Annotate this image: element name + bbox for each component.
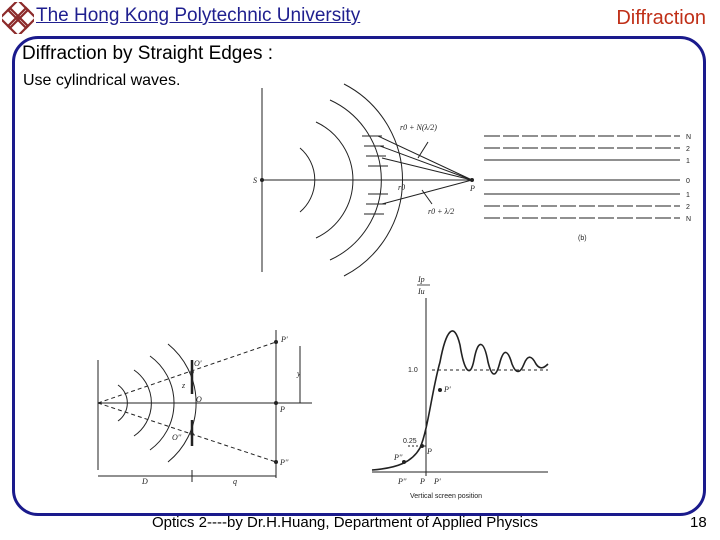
y-axis-label-den: Iu: [418, 287, 425, 296]
label-o-prime: O': [194, 359, 202, 368]
point-label-top: P: [470, 184, 475, 193]
point-p-double-prime: [274, 460, 278, 464]
ray-upper: [98, 342, 276, 403]
zone-label: 2: [686, 204, 690, 211]
slide-heading: Diffraction by Straight Edges :: [22, 43, 273, 64]
zone-label: 1: [686, 158, 690, 165]
x-axis-label: Vertical screen position: [410, 493, 482, 500]
label-p-prime: P': [281, 335, 288, 344]
source-label: S: [253, 176, 257, 185]
point-o-double-prime: [190, 432, 194, 436]
curve-point-p-double-prime: [402, 460, 406, 464]
point-o-prime: [190, 370, 194, 374]
curve-point-p-prime: [438, 388, 442, 392]
label-arrow-top: [418, 142, 428, 158]
zone-label: 1: [686, 192, 690, 199]
university-title[interactable]: The Hong Kong Polytechnic University: [36, 5, 361, 26]
ray-bottom-1: [382, 180, 472, 204]
source-point: [260, 178, 264, 182]
y-axis-label-num: Ip: [418, 275, 425, 284]
point-p-prime: [274, 340, 278, 344]
observation-point: [470, 178, 474, 182]
x-label-p: P: [420, 477, 425, 486]
label-o-double-prime: O'': [172, 433, 182, 442]
path-label-top: r0 + N(λ/2): [400, 123, 437, 132]
ray-top-3: [382, 158, 472, 180]
curve-label-p-double-prime: P'': [394, 453, 403, 462]
figure-bottom-right: [372, 298, 548, 476]
label-z: z: [182, 381, 186, 390]
path-label-bottom: r0 + λ/2: [428, 207, 455, 216]
curve-point-p: [420, 444, 424, 448]
label-q: q: [233, 477, 237, 486]
label-p-double-prime: P'': [280, 458, 289, 467]
intensity-curve: [372, 331, 548, 470]
x-label-p-double-prime: P'': [398, 477, 407, 486]
tick-label-1: 1.0: [408, 367, 418, 374]
point-p: [274, 401, 278, 405]
zone-label: 0: [686, 178, 690, 185]
label-o: O: [196, 395, 202, 404]
page-number: 18: [690, 514, 707, 531]
zone-label: N: [686, 216, 692, 223]
zone-labels: [686, 134, 691, 223]
label-p: P: [280, 405, 285, 414]
zone-lines: [484, 136, 680, 218]
zone-label: 2: [686, 146, 690, 153]
label-d: D: [142, 477, 148, 486]
curve-label-p-prime: P': [444, 385, 451, 394]
slide-subtext: Use cylindrical waves.: [23, 72, 181, 89]
label-y: y: [297, 369, 301, 378]
ray-lower: [98, 403, 276, 462]
section-title: Diffraction: [616, 7, 706, 29]
x-label-p-prime: P': [434, 477, 441, 486]
zone-label: N: [686, 134, 692, 141]
tick-label-025: 0.25: [403, 438, 417, 445]
r0-label: r0: [398, 183, 406, 192]
ray-top-1: [378, 136, 472, 180]
figure-caption-b: (b): [578, 235, 587, 242]
footer-text: Optics 2----by Dr.H.Huang, Department of Applied Physics: [152, 514, 538, 531]
curve-label-p: P: [427, 447, 432, 456]
ray-top-2: [380, 146, 472, 180]
